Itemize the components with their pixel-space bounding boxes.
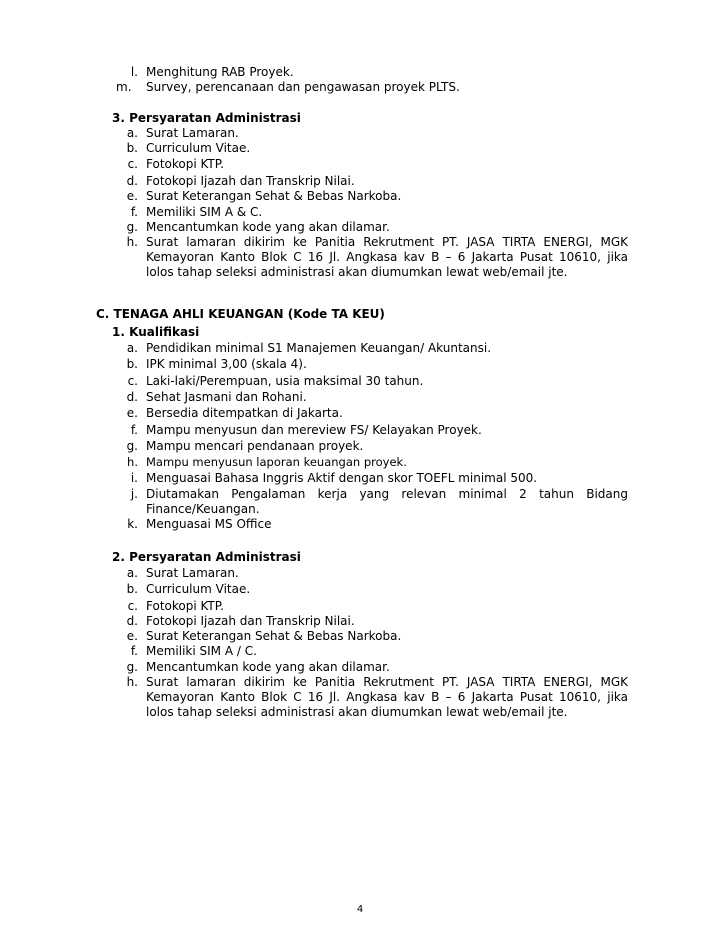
list-marker: h.	[127, 455, 138, 469]
list-marker: a.	[126, 566, 138, 580]
list-marker: b.	[126, 141, 138, 155]
list-marker: d.	[126, 614, 138, 628]
list-marker: g.	[126, 439, 138, 453]
list-text-line: lolos tahap seleksi administrasi akan diumumkan lewat web/email jte.	[146, 265, 568, 279]
list-marker: f.	[130, 644, 138, 658]
list-text: Memiliki SIM A / C.	[146, 644, 257, 658]
page-number: 4	[356, 904, 364, 915]
list-marker: k.	[127, 517, 138, 531]
list-marker: a.	[126, 341, 138, 355]
list-marker: l.	[130, 65, 138, 79]
list-text: Surat Lamaran.	[146, 566, 239, 580]
list-marker: g.	[126, 220, 138, 234]
list-marker: a.	[126, 126, 138, 140]
list-marker: c.	[127, 599, 138, 613]
list-marker: c.	[127, 374, 138, 388]
list-marker: d.	[126, 174, 138, 188]
list-text: Curriculum Vitae.	[146, 582, 251, 596]
list-text-line: Surat lamaran dikirim ke Panitia Rekrutment PT. JASA TIRTA ENERGI, MGK	[146, 675, 628, 689]
list-marker: c.	[127, 157, 138, 171]
list-text: Survey, perencanaan dan pengawasan proyek PLTS.	[146, 80, 460, 94]
list-text: Fotokopi KTP.	[146, 599, 224, 613]
list-text: Pendidikan minimal S1 Manajemen Keuangan/ Akuntansi.	[146, 341, 492, 355]
section-heading	[112, 111, 301, 126]
list-text-line: Kemayoran Kanto Blok C 16 Jl. Angkasa kav B – 6 Jakarta Pusat 10610, jika	[146, 250, 628, 264]
list-text: Mampu menyusun dan mereview FS/ Kelayakan Proyek.	[146, 423, 482, 437]
list-text: Fotokopi Ijazah dan Transkrip Nilai.	[146, 174, 355, 188]
heading-text: Persyaratan Administrasi	[129, 550, 301, 564]
list-marker: h.	[126, 675, 138, 689]
list-marker: h.	[126, 235, 138, 249]
list-marker: j.	[130, 487, 138, 501]
list-marker: e.	[126, 406, 138, 420]
list-marker: b.	[126, 357, 138, 371]
heading-text: Kualifikasi	[129, 325, 200, 339]
heading-text: Persyaratan Administrasi	[129, 111, 301, 125]
list-text: Surat Lamaran.	[146, 126, 239, 140]
list-marker: f.	[130, 205, 138, 219]
list-text: Sehat Jasmani dan Rohani.	[146, 390, 307, 404]
list-text: Fotokopi KTP.	[146, 157, 224, 171]
list-text: Menghitung RAB Proyek.	[146, 65, 294, 79]
subsection-heading	[112, 550, 301, 565]
list-marker: e.	[126, 629, 138, 643]
list-text: Mencantumkan kode yang akan dilamar.	[146, 220, 390, 234]
list-marker: i.	[130, 471, 138, 485]
list-text: Fotokopi Ijazah dan Transkrip Nilai.	[146, 614, 355, 628]
list-text: Surat Keterangan Sehat & Bebas Narkoba.	[146, 629, 402, 643]
list-text-line: Kemayoran Kanto Blok C 16 Jl. Angkasa kav B – 6 Jakarta Pusat 10610, jika	[146, 690, 628, 704]
list-text-line: Surat lamaran dikirim ke Panitia Rekrutment PT. JASA TIRTA ENERGI, MGK	[146, 235, 628, 249]
list-marker: f.	[130, 423, 138, 437]
subsection-heading	[112, 325, 199, 340]
list-text-line: lolos tahap seleksi administrasi akan diumumkan lewat web/email jte.	[146, 705, 568, 719]
list-text: Curriculum Vitae.	[146, 141, 251, 155]
list-text: Surat Keterangan Sehat & Bebas Narkoba.	[146, 189, 402, 203]
section-title: C. TENAGA AHLI KEUANGAN (Kode TA KEU)	[96, 307, 385, 321]
list-text: Laki-laki/Perempuan, usia maksimal 30 tahun.	[146, 374, 424, 388]
list-marker: g.	[126, 660, 138, 674]
list-marker: d.	[126, 390, 138, 404]
list-text: Mampu menyusun laporan keuangan proyek.	[146, 455, 407, 469]
list-marker: b.	[126, 582, 138, 596]
list-marker: m.	[116, 80, 132, 94]
list-text: Bersedia ditempatkan di Jakarta.	[146, 406, 343, 420]
list-text: Mencantumkan kode yang akan dilamar.	[146, 660, 390, 674]
heading-number: 1.	[112, 325, 125, 339]
list-text-line: Finance/Keuangan.	[146, 502, 260, 516]
list-text: Mampu mencari pendanaan proyek.	[146, 439, 364, 453]
list-text-line: Diutamakan Pengalaman kerja yang relevan minimal 2 tahun Bidang	[146, 487, 628, 501]
heading-number: 2.	[112, 550, 125, 564]
heading-number: 3.	[112, 111, 125, 125]
list-text: Memiliki SIM A & C.	[146, 205, 263, 219]
list-marker: e.	[126, 189, 138, 203]
list-text: IPK minimal 3,00 (skala 4).	[146, 357, 307, 371]
list-text: Menguasai Bahasa Inggris Aktif dengan skor TOEFL minimal 500.	[146, 471, 538, 485]
list-text: Menguasai MS Office	[146, 517, 272, 531]
